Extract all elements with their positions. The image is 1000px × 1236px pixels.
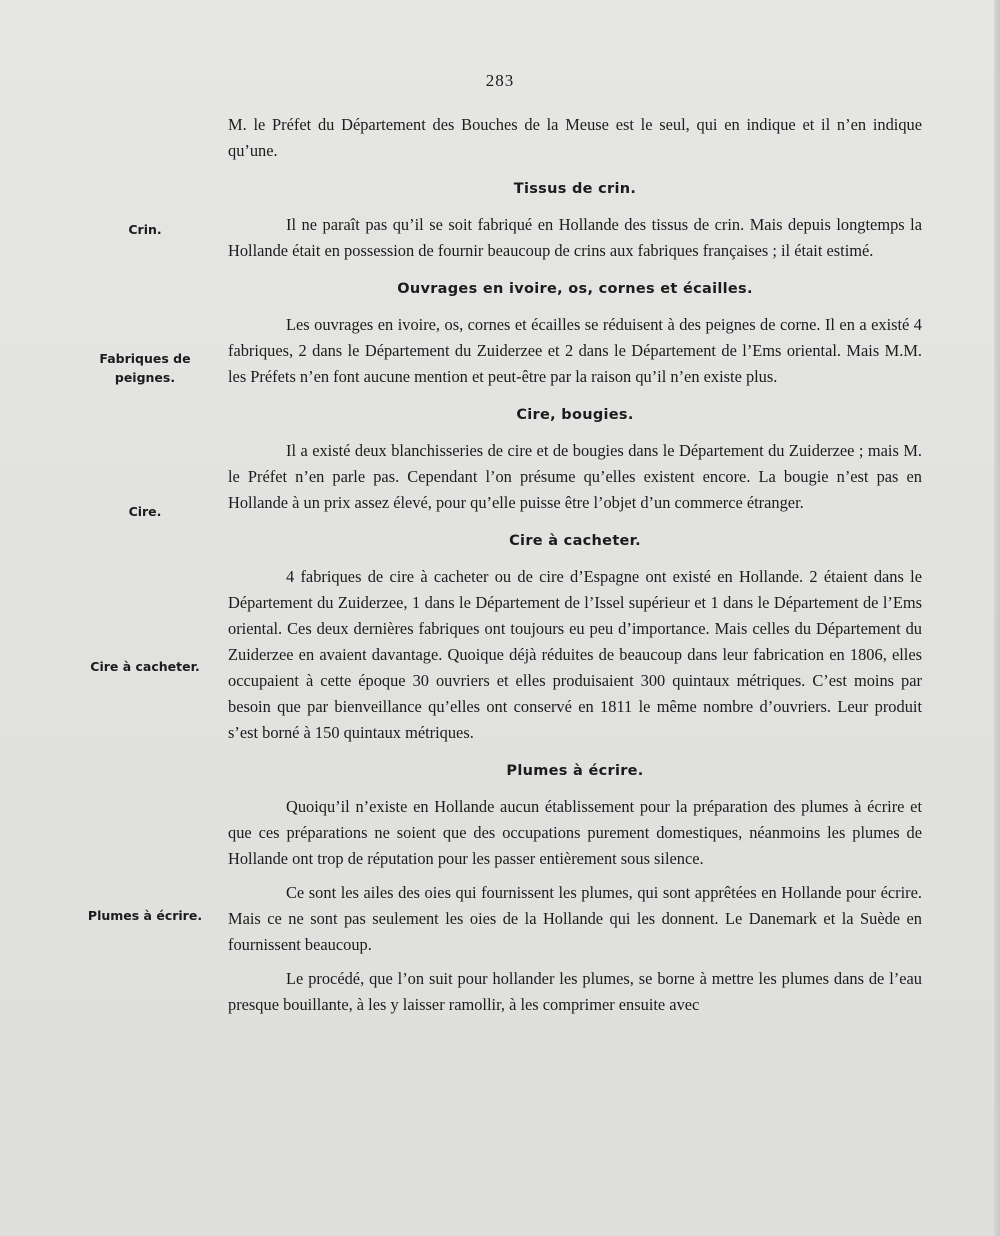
paragraph-ouvrages: Les ouvrages en ivoire, os, cornes et écailles se réduisent à des peignes de corne. Il en a existé 4 fabriques, 2 dans le Département du Zuiderzee et 2 dans le Département de l’Ems oriental. Mais M.M. les Préfets n’en font aucune mention et peut-être par la raison qu’il n’en existe plus. [228, 315, 922, 386]
margin-note-plumes-a-ecrire: Plumes à écrire. [87, 908, 203, 923]
paragraph-cacheter: 4 fabriques de cire à cacheter ou de cire d’Espagne ont existé en Hollande. 2 étaient dans le Département du Zuiderzee, 1 dans le Département de l’Issel supérieur et 1 dans le Département de l’Ems oriental. Ces deux dernières fabriques ont toujours eu peu d’importance. Mais celles du Département du Zuiderzee en avaient davantage. Quoique déjà réduites de beaucoup dans leur fabrication en 1806, elles occupaient à cette époque 30 ouvriers et elles produisaient 300 quintaux métriques. C’est moins par besoin que par bienveillance qu’elles ont conservé en 1811 le même nombre d’ouvriers. Leur produit s’est borné à 150 quintaux métriques. [228, 567, 922, 742]
paragraph-plumes-1: Quoiqu’il n’existe en Hollande aucun établissement pour la préparation des plumes à écrire et que ces préparations ne soient que des occupations purement domestiques, néanmoins les plumes de Hollande ont trop de réputation pour les passer entièrement sous silence. [228, 797, 922, 868]
margin-note-cire: Cire. [128, 504, 162, 519]
heading-ouvrages: Ouvrages en ivoire, os, cornes et écailles. [397, 281, 753, 297]
body-text [228, 112, 922, 1018]
margin-note-crin: Crin. [128, 222, 162, 237]
heading-cire-bougies: Cire, bougies. [516, 407, 634, 423]
heading-plumes-a-ecrire: Plumes à écrire. [506, 763, 644, 779]
heading-tissus-de-crin: Tissus de crin. [513, 181, 637, 197]
intro-paragraph: M. le Préfet du Département des Bouches de la Meuse est le seul, qui en indique et il n’en indique qu’une. [228, 115, 922, 160]
paragraph-cire: Il a existé deux blanchisseries de cire et de bougies dans le Département du Zuiderzee ; mais M. le Préfet n’en parle pas. Cependant l’on présume qu’elles existent encore. La bougie n’est pas en Hollande à un prix assez élevé, pour qu’elle puisse être l’objet d’un commerce étranger. [228, 441, 922, 512]
paragraph-plumes-3: Le procédé, que l’on suit pour hollander les plumes, se borne à mettre les plumes dans de l’eau presque bouillante, à les y laisser ramollir, à les comprimer ensuite avec [228, 969, 922, 1014]
page-edge [994, 0, 1000, 1236]
margin-note-fabriques-de-peignes [65, 349, 225, 387]
margin-note-line: peignes. [114, 370, 176, 385]
paragraph-plumes-2: Ce sont les ailes des oies qui fournissent les plumes, qui sont apprêtées en Hollande pour écrire. Mais ce ne sont pas seulement les oies de la Hollande qui les donnent. Le Danemark et la Suède en fournissent beaucoup. [228, 883, 922, 954]
page-number: 283 [485, 71, 515, 90]
heading-cire-a-cacheter: Cire à cacheter. [509, 533, 641, 549]
margin-note-cire-a-cacheter: Cire à cacheter. [90, 659, 200, 674]
paragraph-tissus: Il ne paraît pas qu’il se soit fabriqué en Hollande des tissus de crin. Mais depuis longtemps la Hollande était en possession de fournir beaucoup de crins aux fabriques françaises ; il était estimé. [228, 215, 922, 260]
margin-note-line: Fabriques de [99, 351, 191, 366]
